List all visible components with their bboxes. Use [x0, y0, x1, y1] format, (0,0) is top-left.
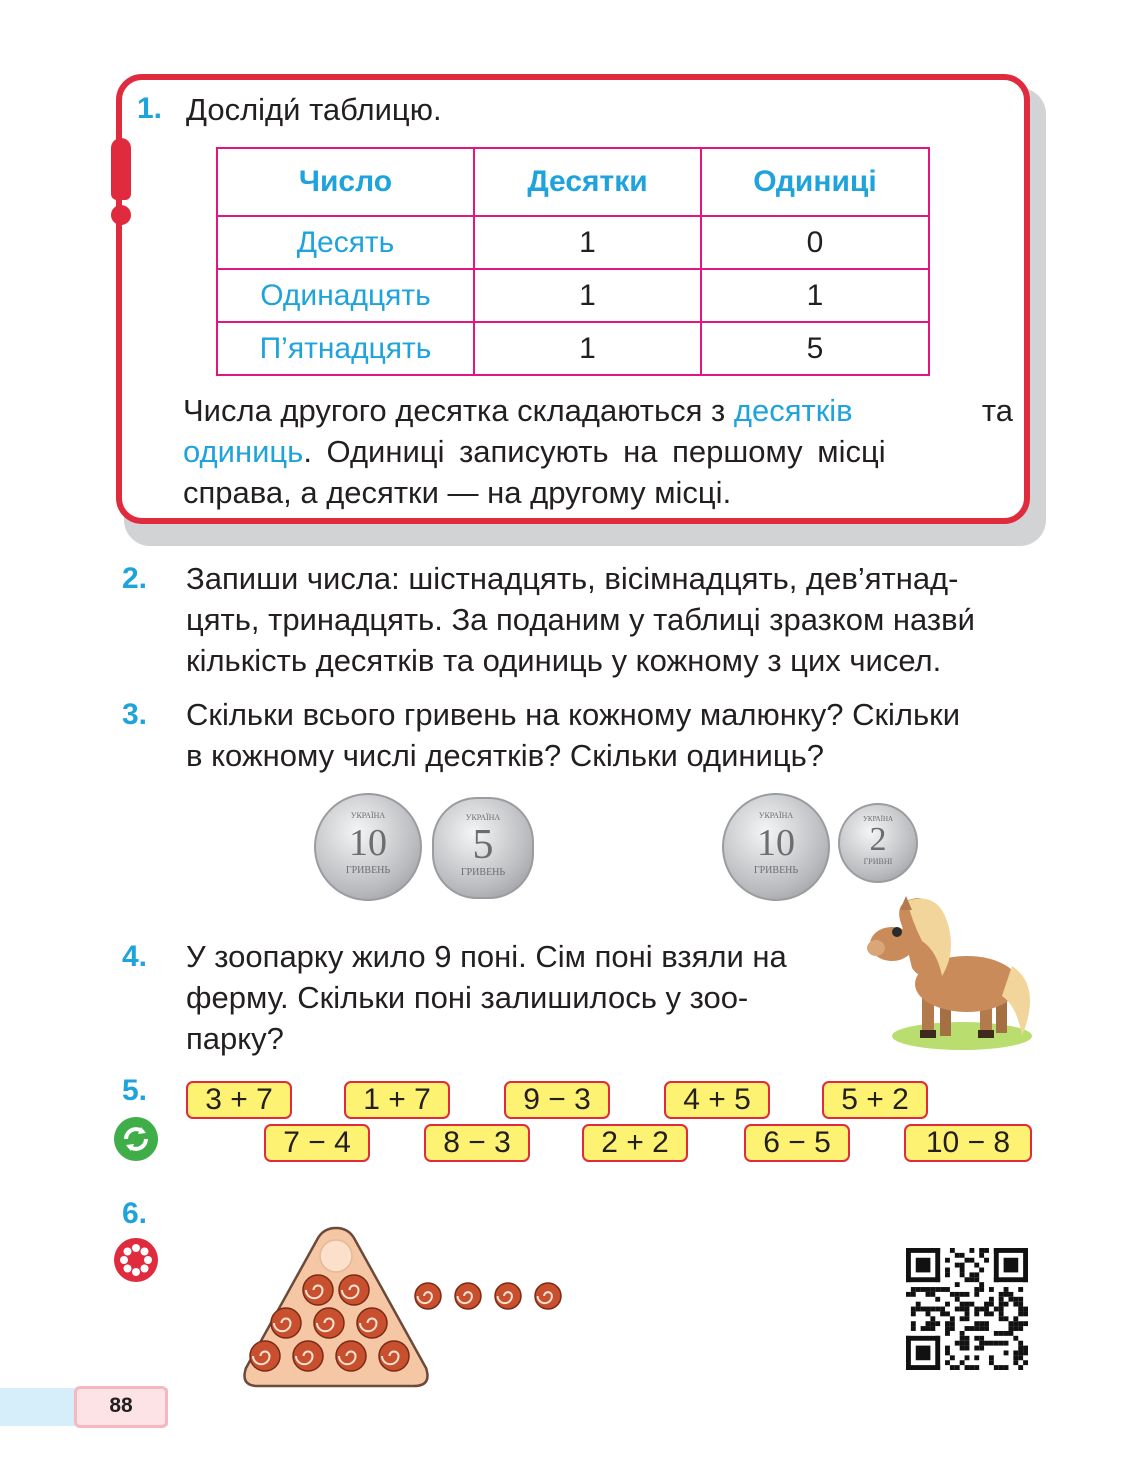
rule-part1: Числа другого десятка складаються з: [183, 393, 734, 428]
rule-text: [183, 390, 1013, 513]
rule-line3: справа, а десятки — на другому місці.: [183, 475, 732, 510]
loose-balls: [412, 1280, 572, 1312]
task4-line: У зоопарку жило 9 поні. Сім поні взяли на: [186, 939, 787, 974]
task2-text: [186, 558, 1046, 681]
coin-value: 5: [472, 822, 494, 868]
rule-ones-word: одиниць: [183, 434, 304, 469]
ball: [357, 1308, 387, 1338]
expression-card: 2 + 2: [582, 1124, 688, 1162]
task3-line: в кожному числі десятків? Скільки одиниць?: [186, 738, 825, 773]
row-ones: 0: [701, 216, 929, 269]
coin-country: УКРАЇНА: [465, 813, 501, 822]
coin-label: ГРИВЕНЬ: [345, 865, 391, 876]
coin-5-hryvnia: [432, 797, 534, 899]
repeat-icon: [114, 1117, 158, 1161]
task4-line: парку?: [186, 1021, 284, 1056]
tens-ones-table: [216, 147, 930, 376]
ball-triangle: [238, 1222, 434, 1392]
ball: [271, 1308, 301, 1338]
row-word: Одинадцять: [217, 269, 474, 322]
expression-card: 4 + 5: [664, 1081, 770, 1119]
task4-text: [186, 936, 846, 1059]
ball: [535, 1283, 561, 1309]
coin-10-hryvnia: [722, 793, 830, 901]
task3-number: 3.: [122, 698, 148, 731]
coin-value: 2: [869, 821, 887, 858]
coin-2-hryvni: [838, 803, 918, 883]
qr-code: [906, 1248, 1028, 1370]
row-tens: 1: [474, 216, 701, 269]
task4-line: ферму. Скільки поні залишилось у зоо-: [186, 980, 749, 1015]
ball: [455, 1283, 481, 1309]
coin-country: УКРАЇНА: [862, 815, 894, 823]
task2-line: Запиши числа: шістнадцять, вісімнадцять, дев’ятнад-: [186, 561, 959, 596]
flower-icon: [114, 1238, 158, 1282]
task2-line: кількість десятків та одиниць у кожному з цих чисел.: [186, 643, 942, 678]
coin-value: 10: [349, 822, 387, 864]
task5-number: 5.: [122, 1074, 148, 1107]
coin-label: ГРИВНІ: [863, 857, 893, 866]
ball: [339, 1275, 369, 1305]
ball: [250, 1341, 280, 1371]
coin-label: ГРИВЕНЬ: [460, 867, 506, 878]
header-ones: Одиниці: [701, 148, 929, 216]
row-ones: 5: [701, 322, 929, 375]
ball: [379, 1341, 409, 1371]
ball: [415, 1283, 441, 1309]
pony-illustration: [862, 896, 1044, 1056]
task1-number: 1.: [137, 92, 163, 125]
expression-card: 1 + 7: [344, 1081, 450, 1119]
ball: [293, 1341, 323, 1371]
task1-title: Досліди́ таблицю.: [186, 92, 442, 127]
row-word: П’ятнадцять: [217, 322, 474, 375]
task4-number: 4.: [122, 940, 148, 973]
page-number: 88: [109, 1394, 133, 1417]
coin-country: УКРАЇНА: [350, 811, 386, 820]
expression-card: 9 − 3: [504, 1081, 610, 1119]
coin-10-hryvnia: [314, 793, 422, 901]
row-tens: 1: [474, 322, 701, 375]
coin-label: ГРИВЕНЬ: [753, 865, 799, 876]
task2-line: цять, тринадцять. За поданим у таблиці зразком назви́: [186, 602, 975, 637]
rule-part2: та: [981, 393, 1013, 428]
exclamation-icon: [108, 138, 134, 228]
ball: [336, 1341, 366, 1371]
ball: [495, 1283, 521, 1309]
row-word: Десять: [217, 216, 474, 269]
rule-part3: . Одиниці записують на першому місці: [303, 434, 886, 469]
coin-value: 10: [757, 822, 795, 864]
row-tens: 1: [474, 269, 701, 322]
ball: [303, 1275, 333, 1305]
task2-number: 2.: [122, 562, 148, 595]
rule-tens-word: десятків: [733, 393, 853, 428]
ball: [314, 1308, 344, 1338]
task6-number: 6.: [122, 1197, 148, 1230]
coin-country: УКРАЇНА: [758, 811, 794, 820]
expression-card: 5 + 2: [822, 1081, 928, 1119]
header-number: Число: [217, 148, 474, 216]
task3-text: [186, 694, 1046, 776]
expression-card: 8 − 3: [424, 1124, 530, 1162]
row-ones: 1: [701, 269, 929, 322]
expression-card: 3 + 7: [186, 1081, 292, 1119]
header-tens: Десятки: [474, 148, 701, 216]
expression-card: 10 − 8: [904, 1124, 1032, 1162]
expression-card: 6 − 5: [744, 1124, 850, 1162]
task3-line: Скільки всього гривень на кожному малюнку? Скільки: [186, 697, 961, 732]
expression-card: 7 − 4: [264, 1124, 370, 1162]
